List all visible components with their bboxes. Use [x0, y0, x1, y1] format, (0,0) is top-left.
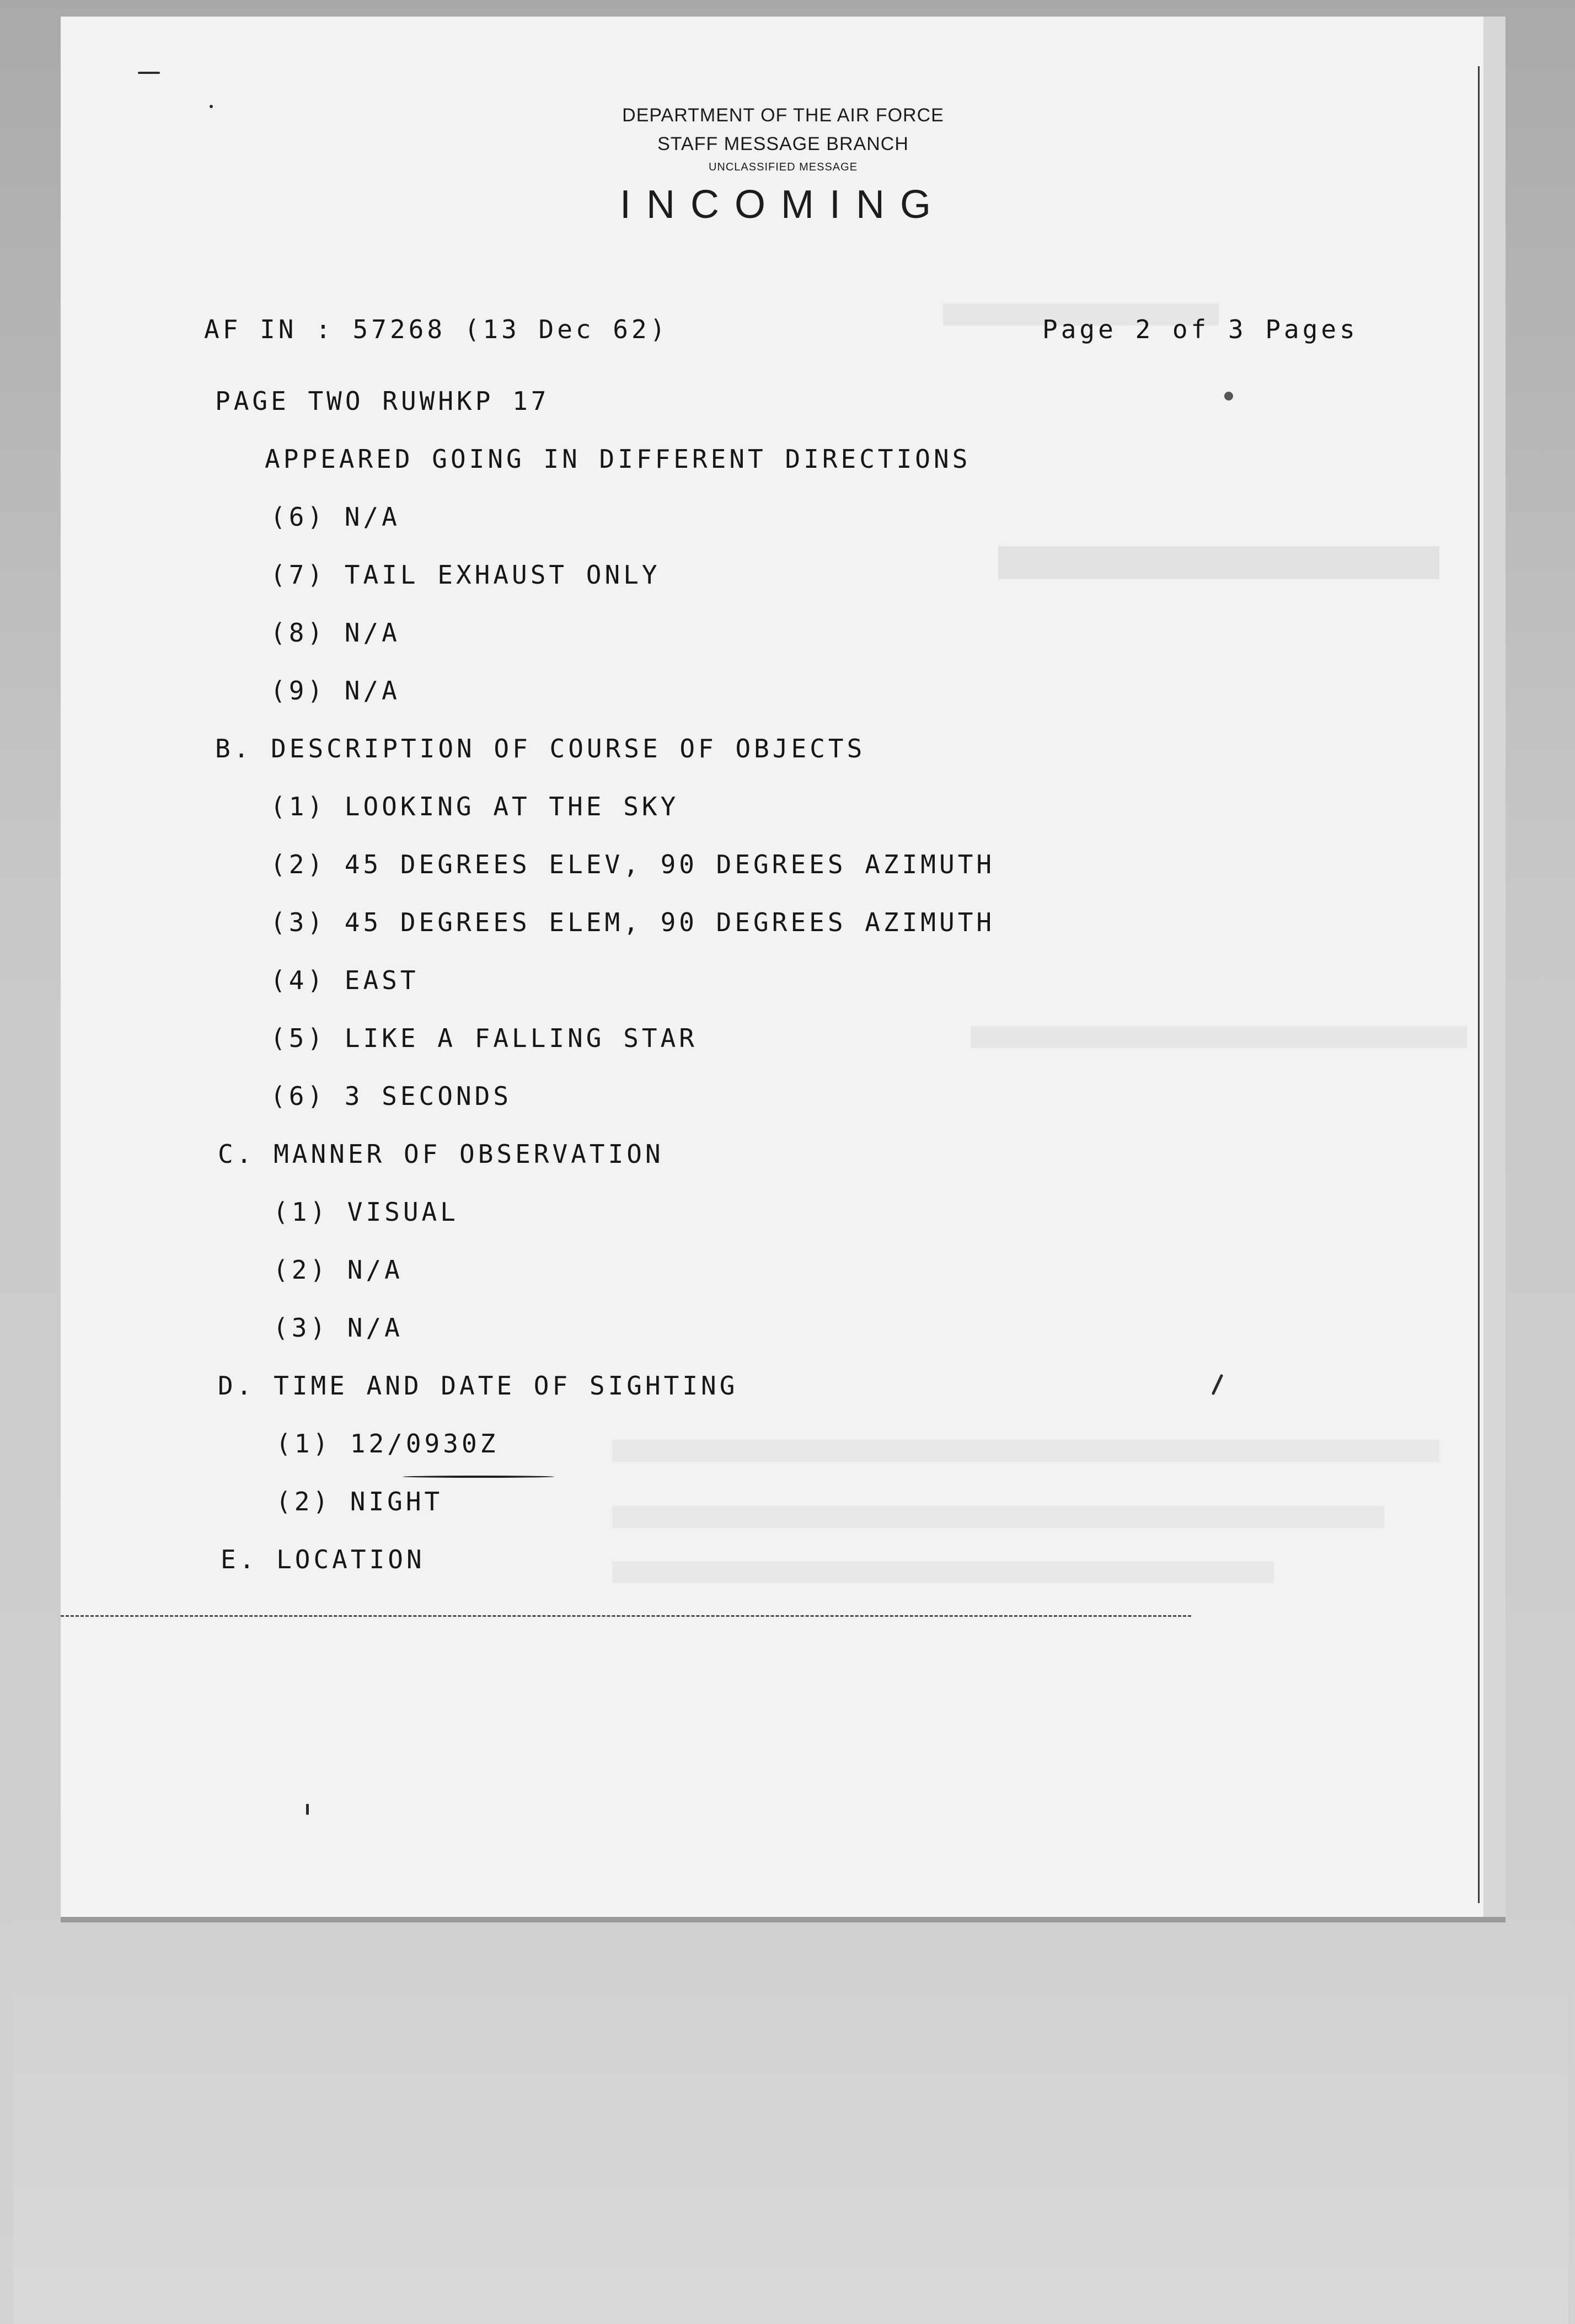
incoming-title: INCOMING — [620, 183, 946, 227]
handwritten-underline — [403, 1476, 554, 1478]
perforation-line — [61, 1615, 1191, 1617]
section-heading: E. LOCATION — [221, 1545, 425, 1574]
list-item: (9) N/A — [270, 676, 400, 706]
department-heading: DEPARTMENT OF THE AIR FORCE — [622, 105, 944, 126]
list-item: (2) 45 DEGREES ELEV, 90 DEGREES AZIMUTH — [270, 850, 995, 879]
page-line: PAGE TWO RUWHKP 17 — [215, 386, 550, 416]
ink-speck — [210, 105, 213, 108]
page-right-edge — [1478, 66, 1480, 1903]
continuation-line: APPEARED GOING IN DIFFERENT DIRECTIONS — [265, 444, 971, 474]
bleed-through-mark — [612, 1440, 1439, 1462]
section-heading: D. TIME AND DATE OF SIGHTING — [218, 1371, 738, 1401]
list-item: (4) EAST — [270, 965, 419, 995]
list-item: (2) NIGHT — [276, 1487, 443, 1516]
af-in-number: AF IN : 57268 (13 Dec 62) — [204, 314, 669, 344]
list-item: (1) LOOKING AT THE SKY — [270, 792, 679, 821]
list-item: (3) 45 DEGREES ELEM, 90 DEGREES AZIMUTH — [270, 907, 995, 937]
ink-speck — [1224, 392, 1233, 400]
ink-mark — [1212, 1374, 1223, 1395]
list-item: (6) N/A — [270, 502, 400, 532]
list-item: (8) N/A — [270, 618, 400, 648]
classification-heading: UNCLASSIFIED MESSAGE — [708, 161, 858, 173]
branch-heading: STAFF MESSAGE BRANCH — [657, 133, 909, 154]
page-count: Page 2 of 3 Pages — [1042, 314, 1358, 344]
list-item: (3) N/A — [273, 1313, 403, 1343]
list-item: (1) 12/0930Z — [276, 1429, 499, 1458]
list-item: (5) LIKE A FALLING STAR — [270, 1023, 698, 1053]
ink-mark — [306, 1804, 309, 1815]
list-item: (7) TAIL EXHAUST ONLY — [270, 560, 661, 590]
ink-mark — [138, 72, 160, 74]
bleed-through-mark — [612, 1561, 1274, 1583]
underlying-sheet — [13, 1903, 1568, 2324]
list-item: (1) VISUAL — [273, 1197, 459, 1227]
message-page — [61, 17, 1506, 1917]
bleed-through-mark — [971, 1026, 1467, 1048]
list-item: (6) 3 SECONDS — [270, 1081, 512, 1111]
section-heading: C. MANNER OF OBSERVATION — [218, 1139, 664, 1169]
list-item: (2) N/A — [273, 1255, 403, 1285]
bleed-through-mark — [612, 1506, 1384, 1528]
bleed-through-mark — [998, 546, 1439, 579]
section-heading: B. DESCRIPTION OF COURSE OF OBJECTS — [215, 734, 866, 763]
